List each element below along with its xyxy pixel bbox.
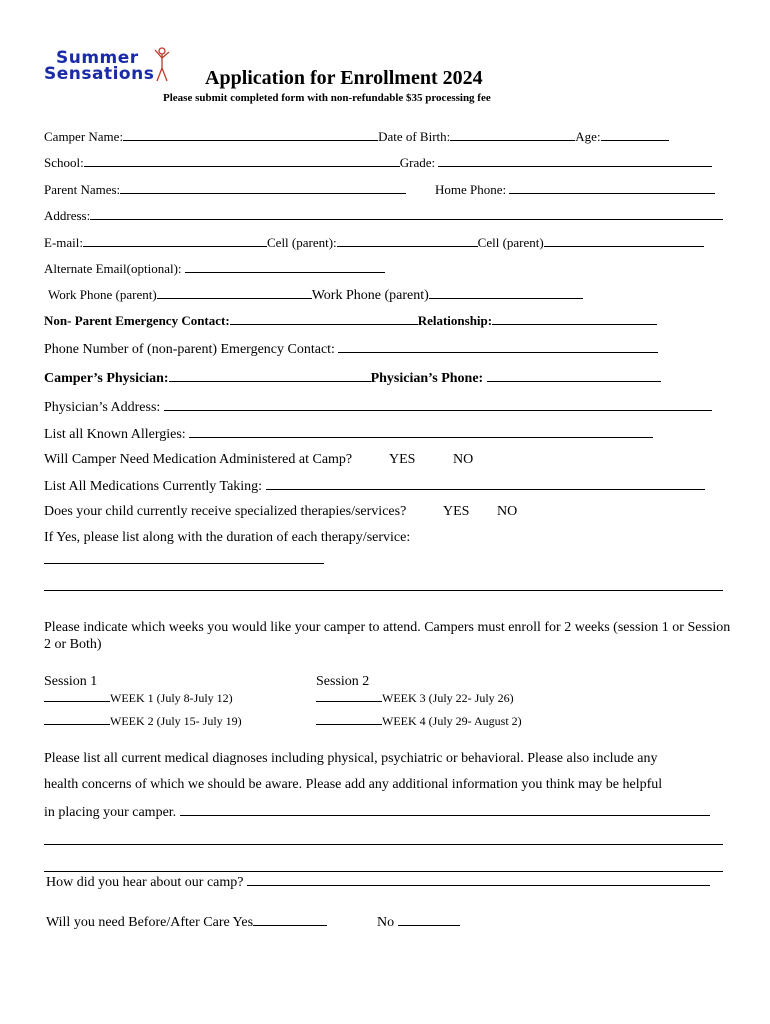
- school-row: [44, 155, 712, 171]
- weeks-intro: Please indicate which weeks you would like your camper to attend. Campers must enroll for 2 weeks (session 1 or Session 2 or Both): [44, 620, 731, 652]
- cell-2-field[interactable]: [544, 235, 704, 247]
- week-1-row: [44, 691, 233, 706]
- medication-question: Will Camper Need Medication Administered at Camp?: [44, 452, 353, 467]
- home-phone-row: [435, 182, 715, 198]
- school-label: School:: [44, 155, 84, 170]
- week-4-label: WEEK 4 (July 29- August 2): [382, 714, 522, 728]
- medical-field-line-2[interactable]: [44, 844, 723, 845]
- week-2-label: WEEK 2 (July 15- July 19): [110, 714, 242, 728]
- summer-sensations-logo: [44, 46, 176, 88]
- week-1-checkline[interactable]: [44, 692, 110, 702]
- therapies-list-label: If Yes, please list along with the duration of each therapy/service:: [44, 530, 411, 545]
- medical-field[interactable]: [180, 804, 710, 816]
- how-hear-field[interactable]: [247, 874, 710, 886]
- address-field[interactable]: [90, 208, 723, 220]
- cell-1-label: Cell (parent):: [267, 235, 337, 250]
- parent-names-field[interactable]: [120, 182, 406, 194]
- care-label: Will you need Before/After Care Yes: [46, 915, 254, 930]
- stick-figure-icon: [152, 46, 172, 84]
- address-row: [44, 208, 723, 224]
- therapies-question: Does your child currently receive specialized therapies/services?: [44, 504, 407, 519]
- emergency-row: [44, 313, 657, 329]
- camper-info-row: [44, 129, 669, 145]
- care-no-row: [377, 914, 460, 931]
- physician-field[interactable]: [169, 370, 371, 382]
- care-row: [46, 914, 327, 931]
- medical-line-2: health concerns of which we should be aware. Please add any additional information you think may be helpful: [44, 777, 663, 792]
- medications-label: List All Medications Currently Taking:: [44, 479, 263, 494]
- week-2-checkline[interactable]: [44, 715, 110, 725]
- week-4-row: [316, 714, 522, 729]
- home-phone-label: Home Phone:: [435, 182, 507, 197]
- alt-email-label: Alternate Email(optional):: [44, 261, 182, 276]
- alt-email-field[interactable]: [185, 261, 385, 273]
- therapies-yes-option[interactable]: YES: [443, 504, 470, 519]
- work-phone-row: [48, 287, 583, 304]
- address-label: Address:: [44, 208, 91, 223]
- work-phone-2-label: Work Phone (parent): [311, 288, 429, 303]
- grade-label: Grade:: [399, 155, 436, 170]
- care-no-field[interactable]: [398, 914, 460, 926]
- week-3-row: [316, 691, 514, 706]
- page-subtitle: Please submit completed form with non-refundable $35 processing fee: [163, 92, 491, 104]
- dob-field[interactable]: [450, 129, 575, 141]
- how-hear-label: How did you hear about our camp?: [46, 875, 244, 890]
- emergency-phone-field[interactable]: [338, 341, 658, 353]
- physician-phone-field[interactable]: [487, 370, 661, 382]
- week-1-label: WEEK 1 (July 8-July 12): [110, 691, 233, 705]
- therapies-no-option[interactable]: NO: [497, 504, 518, 519]
- medications-row: [44, 478, 705, 495]
- cell-2-label: Cell (parent): [477, 235, 544, 250]
- work-phone-1-field[interactable]: [157, 287, 312, 299]
- week-4-checkline[interactable]: [316, 715, 382, 725]
- physician-address-row: [44, 399, 712, 416]
- relationship-field[interactable]: [492, 313, 657, 325]
- emergency-contact-label: Non- Parent Emergency Contact:: [44, 313, 230, 328]
- logo-line-2: Sensations: [44, 64, 155, 84]
- parent-names-label: Parent Names:: [44, 182, 121, 197]
- medical-line-1: Please list all current medical diagnoses including physical, psychiatric or behavioral. Please also include any: [44, 751, 658, 766]
- physician-row: [44, 370, 661, 387]
- therapies-field-line-2[interactable]: [44, 590, 723, 591]
- home-phone-field[interactable]: [509, 182, 715, 194]
- medication-yes-option[interactable]: YES: [389, 452, 416, 467]
- medical-line-3: in placing your camper.: [44, 805, 177, 820]
- allergies-field[interactable]: [189, 426, 653, 438]
- email-label: E-mail:: [44, 235, 83, 250]
- age-label: Age:: [575, 129, 601, 144]
- logo-line-1: Summer: [56, 48, 139, 68]
- physician-address-label: Physician’s Address:: [44, 400, 161, 415]
- medications-field[interactable]: [266, 478, 705, 490]
- allergies-row: [44, 426, 653, 443]
- medical-line-3-row: [44, 804, 710, 821]
- physician-address-field[interactable]: [164, 399, 712, 411]
- work-phone-2-field[interactable]: [429, 287, 583, 299]
- work-phone-1-label: Work Phone (parent): [48, 287, 157, 302]
- emergency-phone-row: [44, 341, 658, 358]
- session-1-title: Session 1: [44, 674, 98, 689]
- physician-phone-label: Physician’s Phone:: [370, 371, 484, 386]
- medical-field-line-3[interactable]: [44, 871, 723, 872]
- camper-name-label: Camper Name:: [44, 129, 124, 144]
- email-field[interactable]: [83, 235, 267, 247]
- physician-label: Camper’s Physician:: [44, 371, 169, 386]
- allergies-label: List all Known Allergies:: [44, 427, 186, 442]
- therapies-field-line-1[interactable]: [44, 563, 324, 564]
- age-field[interactable]: [601, 129, 669, 141]
- page-title: Application for Enrollment 2024: [205, 67, 483, 89]
- cell-1-field[interactable]: [337, 235, 478, 247]
- emergency-phone-label: Phone Number of (non-parent) Emergency Contact:: [44, 342, 335, 357]
- medication-question-row: [44, 452, 352, 468]
- camper-name-field[interactable]: [123, 129, 378, 141]
- week-3-checkline[interactable]: [316, 692, 382, 702]
- care-no-label: No: [377, 915, 395, 930]
- contact-row: [44, 235, 704, 251]
- session-2-title: Session 2: [316, 674, 370, 689]
- medication-no-option[interactable]: NO: [453, 452, 474, 467]
- week-2-row: [44, 714, 242, 729]
- week-3-label: WEEK 3 (July 22- July 26): [382, 691, 514, 705]
- dob-label: Date of Birth:: [378, 129, 451, 144]
- relationship-label: Relationship:: [417, 313, 493, 328]
- care-yes-field[interactable]: [253, 914, 327, 926]
- parent-row: [44, 182, 406, 198]
- how-hear-row: [46, 874, 710, 891]
- alt-email-row: [44, 261, 385, 277]
- school-field[interactable]: [84, 155, 400, 167]
- grade-field[interactable]: [438, 155, 712, 167]
- emergency-contact-field[interactable]: [230, 313, 418, 325]
